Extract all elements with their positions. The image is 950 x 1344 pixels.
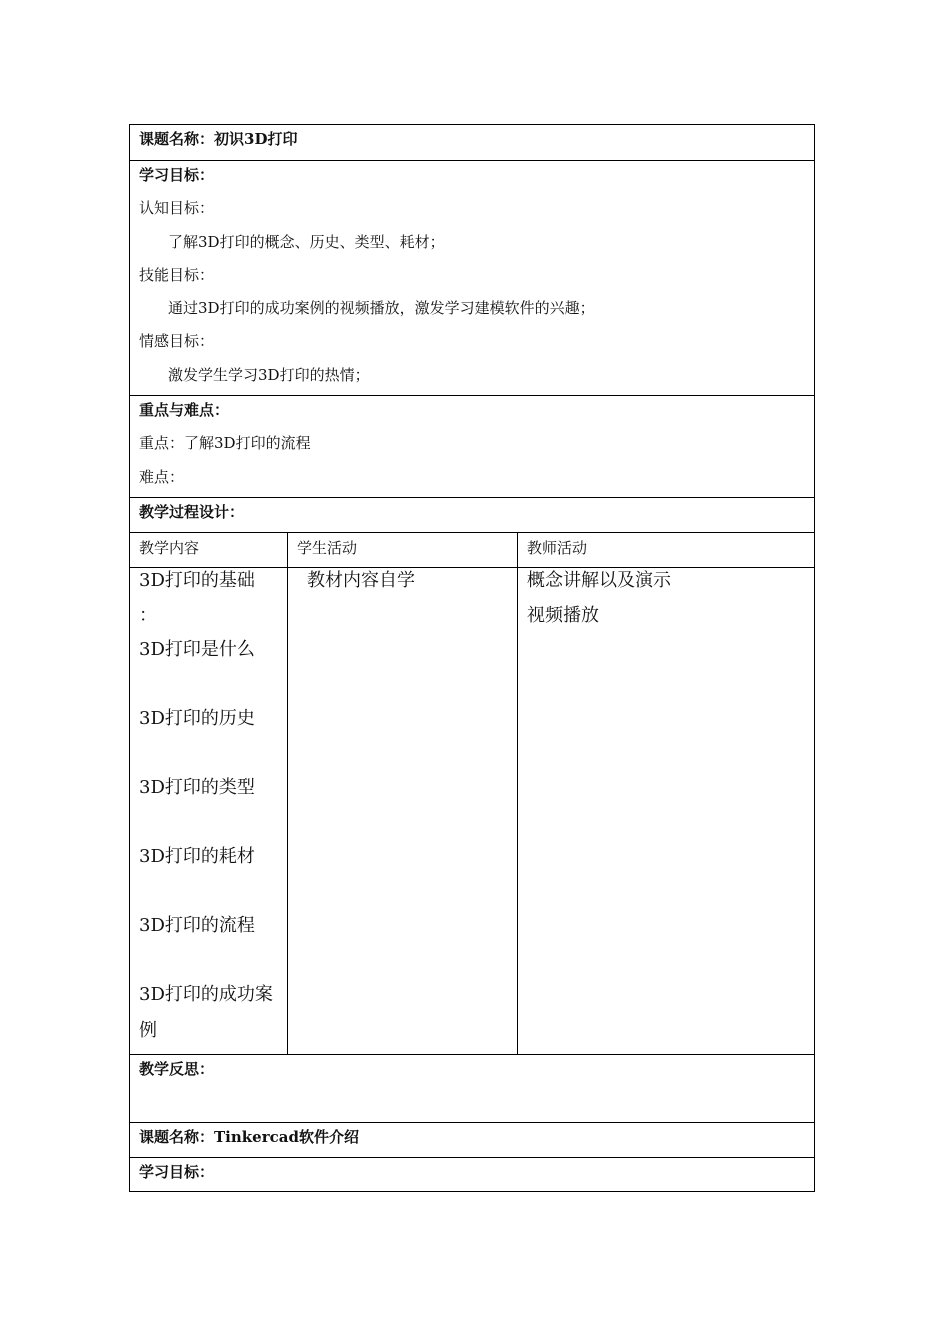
process-header: 教学过程设计： [139, 503, 245, 521]
lesson1-title-row [130, 125, 814, 160]
student-activity: 教材内容自学 [307, 570, 415, 591]
column-header-row [130, 532, 814, 567]
reflection-row [130, 1054, 814, 1122]
lesson2-title: 课题名称：Tinkercad软件介绍 [139, 1128, 359, 1146]
keypoint-text: 重点：了解3D打印的流程 [139, 434, 311, 452]
keypoints-row [130, 395, 814, 497]
emotion-text: 激发学生学习3D打印的热情； [168, 366, 370, 384]
content-types: 3D打印的类型 [139, 777, 255, 798]
lesson2-objectives-header: 学习目标： [139, 1163, 215, 1181]
skill-label: 技能目标： [139, 266, 215, 284]
content-flow: 3D打印的流程 [139, 915, 255, 936]
content-materials: 3D打印的耗材 [139, 846, 255, 867]
reflection-header: 教学反思： [139, 1060, 215, 1078]
column-divider-1 [287, 568, 288, 1054]
skill-text: 通过3D打印的成功案例的视频播放，激发学习建模软件的兴趣； [168, 299, 595, 317]
process-header-row [130, 497, 814, 532]
objectives-header: 学习目标： [139, 166, 215, 184]
cognitive-label: 认知目标： [139, 199, 215, 217]
lesson-plan-table [129, 124, 815, 1192]
column-header-student: 学生活动 [297, 539, 358, 557]
content-basics-line1: 3D打印的基础 [139, 570, 255, 591]
lesson1-title: 课题名称：初识3D打印 [139, 130, 298, 148]
teacher-activity-1: 概念讲解以及演示 [527, 570, 671, 591]
difficulty-text: 难点： [139, 468, 185, 486]
column-divider-2 [517, 568, 518, 1054]
teacher-activity-2: 视频播放 [527, 605, 599, 626]
column-divider-1 [287, 533, 288, 567]
column-header-content: 教学内容 [139, 539, 200, 557]
content-basics-line2: ： [139, 605, 157, 626]
process-content-row [130, 567, 814, 1054]
keypoints-header: 重点与难点： [139, 401, 230, 419]
lesson2-title-row [130, 1122, 814, 1157]
content-history: 3D打印的历史 [139, 708, 255, 729]
lesson2-objectives-row [130, 1157, 814, 1191]
objectives-row [130, 160, 814, 395]
content-cases-line2: 例 [139, 1020, 157, 1041]
emotion-label: 情感目标： [139, 332, 215, 350]
column-divider-2 [517, 533, 518, 567]
cognitive-text: 了解3D打印的概念、历史、类型、耗材； [168, 233, 445, 251]
content-what: 3D打印是什么 [139, 639, 255, 660]
column-header-teacher: 教师活动 [527, 539, 588, 557]
content-cases-line1: 3D打印的成功案 [139, 984, 273, 1005]
